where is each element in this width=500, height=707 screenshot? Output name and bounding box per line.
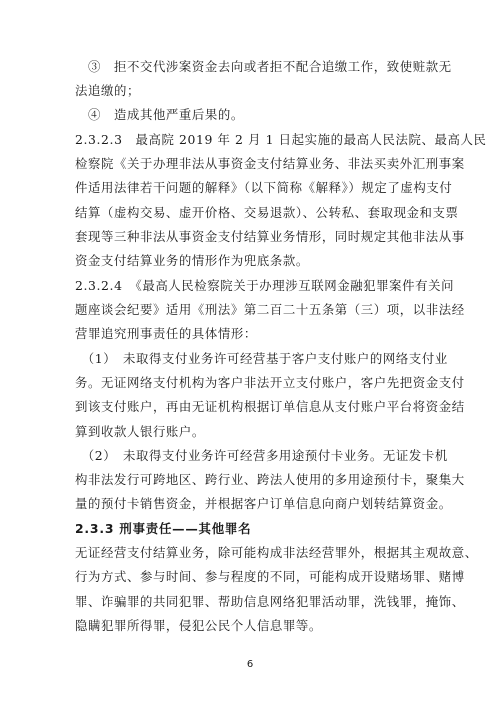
section-heading: 2.3.3 刑事责任——其他罪名: [75, 521, 252, 536]
text-line: 无证经营支付结算业务，除可能构成非法经营罪外，根据其主观故意、: [75, 545, 478, 560]
text-line: 检察院《关于办理非法从事资金支付结算业务、非法买卖外汇刑事案: [75, 156, 465, 171]
text-line: 构非法发行可跨地区、跨行业、跨法人使用的多用途预付卡，聚集大: [75, 472, 465, 487]
text-line: ③ 拒不交代涉案资金去向或者拒不配合追缴工作，致使赃款无: [75, 59, 452, 74]
text-line: 2.3.2.4 《最高人民检察院关于办理涉互联网金融犯罪案件有关问: [75, 278, 455, 293]
text-line: 行为方式、参与时间、参与程度的不同，可能构成开设赌场罪、赌博: [75, 569, 465, 584]
page-number: 6: [246, 659, 254, 670]
text-line: 题座谈会纪要》适用《刑法》第二百二十五条第（三）项，以非法经: [75, 302, 465, 317]
text-line: （1） 未取得支付业务许可经营基于客户支付账户的网络支付业: [75, 351, 448, 366]
text-line: 结算（虚构交易、虚开价格、交易退款）、公转私、套取现金和支票: [75, 205, 459, 220]
text-line: 算到收款人银行账户。: [75, 424, 205, 439]
text-line: 罪、诈骗罪的共同犯罪、帮助信息网络犯罪活动罪，洗钱罪，掩饰、: [75, 594, 465, 609]
text-line: 隐瞒犯罪所得罪，侵犯公民个人信息罪等。: [75, 618, 322, 633]
text-line: 件适用法律若干问题的解释》（以下简称《解释》）规定了虚构支付: [75, 180, 453, 195]
text-line: 2.3.2.3 最高院 2019 年 2 月 1 日起实施的最高人民法院、最高人民: [75, 132, 487, 147]
text-line: 营罪追究刑事责任的具体情形：: [75, 326, 257, 341]
text-line: 量的预付卡销售资金，并根据客户订单信息向商户划转结算资金。: [75, 496, 452, 511]
text-line: 资金支付结算业务的情形作为兜底条款。: [75, 253, 309, 268]
text-line: 套现等三种非法从事资金支付结算业务情形，同时规定其他非法从事: [75, 229, 465, 244]
text-line: 务。无证网络支付机构为客户非法开立支付账户，客户先把资金支付: [75, 375, 465, 390]
text-line: 到该支付账户，再由无证机构根据订单信息从支付账户平台将资金结: [75, 399, 465, 414]
text-line: （2） 未取得支付业务许可经营多用途预付卡业务。无证发卡机: [75, 448, 448, 463]
text-line: 法追缴的；: [75, 83, 140, 98]
text-line: ④ 造成其他严重后果的。: [75, 107, 244, 122]
